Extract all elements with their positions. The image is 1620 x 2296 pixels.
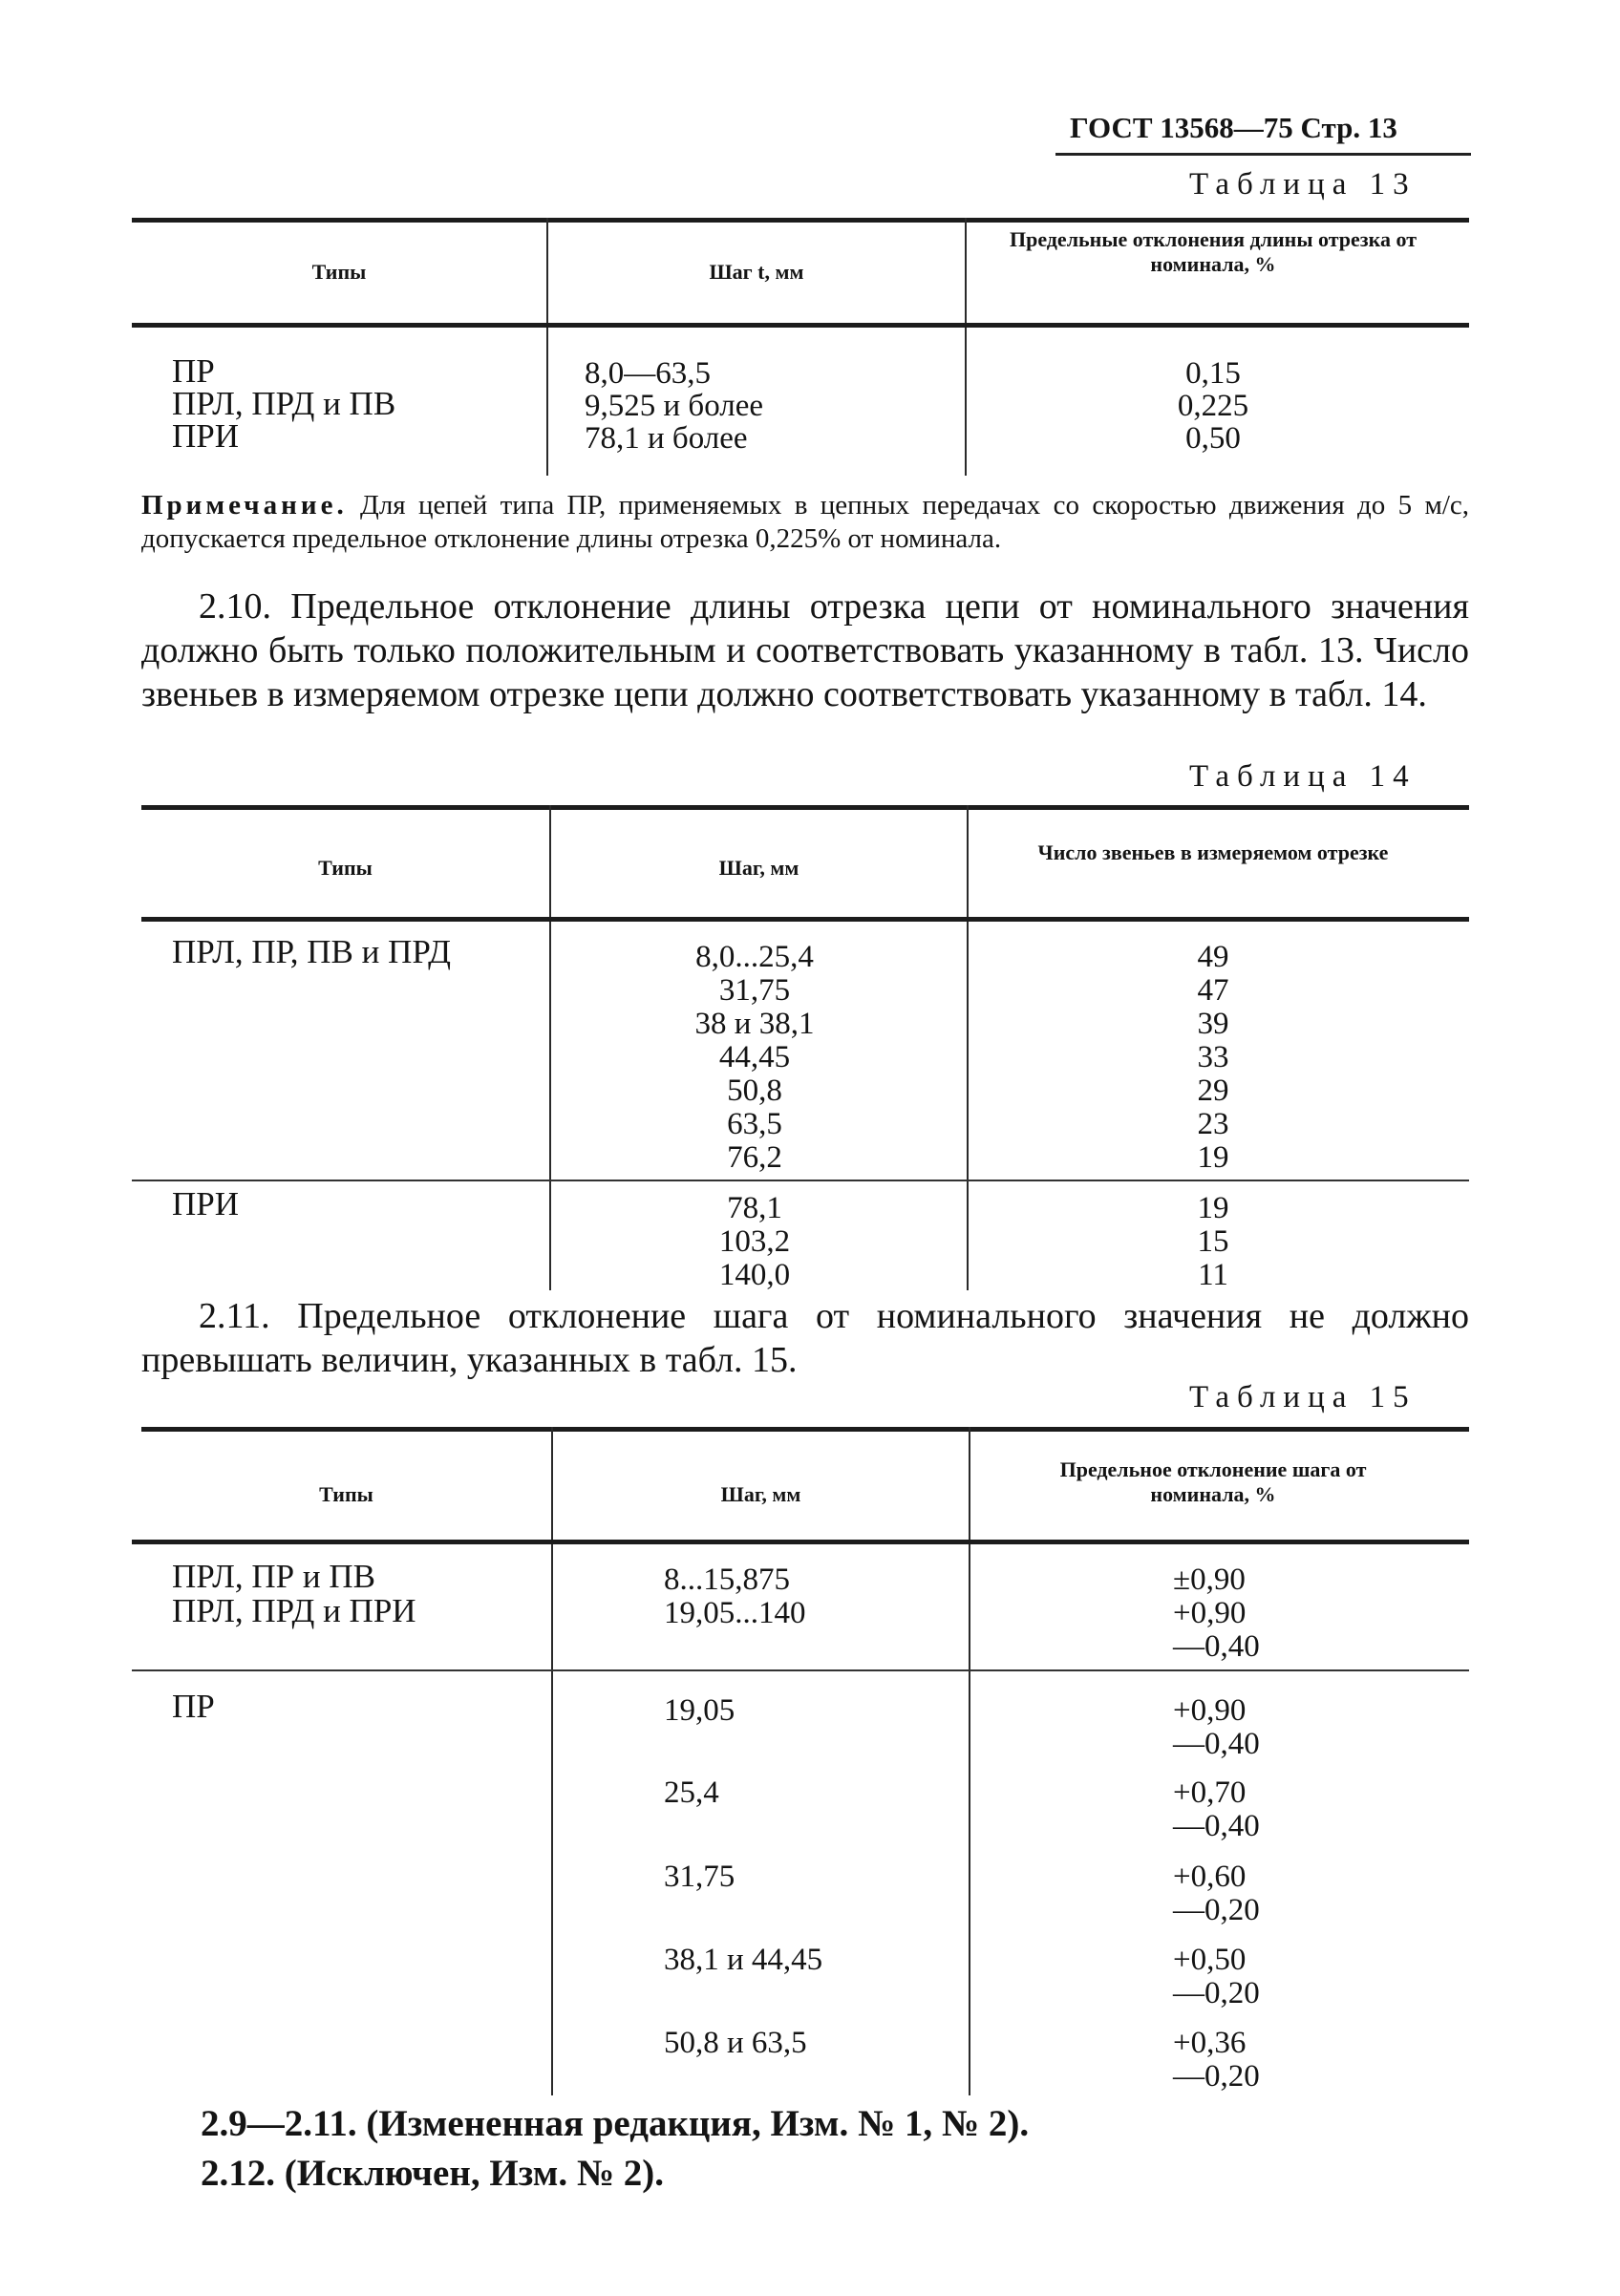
table14-col-divider-2 bbox=[967, 805, 969, 1290]
table15-value: +0,70 bbox=[1173, 1775, 1247, 1810]
table14-group-type: ПРЛ, ПР, ПВ и ПРД bbox=[172, 933, 452, 970]
table15-value: +0,90 bbox=[1173, 1596, 1247, 1630]
table14-count: 19 bbox=[1197, 1140, 1229, 1175]
table13-row-step: 8,0—63,5 bbox=[585, 356, 711, 391]
table15-step: 50,8 и 63,5 bbox=[664, 2026, 807, 2060]
table14-step: 63,5 bbox=[727, 1107, 782, 1141]
table13-row-type: ПР bbox=[172, 352, 215, 390]
table13-row-type: ПРЛ, ПРД и ПВ bbox=[172, 385, 396, 422]
paragraph-2-11-text: 2.11. Предельное отклонение шага от номинального значения не должно превышать величин, указанных в табл. 15. bbox=[141, 1296, 1469, 1380]
table15-caption: Таблица 15 bbox=[1189, 1380, 1417, 1414]
table13-row-step: 78,1 и более bbox=[585, 421, 748, 456]
table15-value: ±0,90 bbox=[1173, 1563, 1246, 1597]
table14-count: 29 bbox=[1197, 1074, 1229, 1108]
table13-row-type: ПРИ bbox=[172, 417, 240, 455]
paragraph-2-10 bbox=[141, 585, 1469, 716]
paragraph-2-10-text: 2.10. Предельное отклонение длины отрезка цепи от номинального значения должно быть только положительным и соответствовать указанному в табл. 13. Число звеньев в измеряемом отрезке цепи должно соответствовать указанному в табл. 14. bbox=[141, 586, 1469, 714]
table14-header-step: Шаг, мм bbox=[718, 856, 799, 880]
table15-value: +0,60 bbox=[1173, 1860, 1247, 1894]
amendment-line: 2.9—2.11. (Измененная редакция, Изм. № 1, № 2). bbox=[201, 2103, 1030, 2144]
table14-count: 23 bbox=[1197, 1107, 1229, 1141]
table14-count: 15 bbox=[1197, 1224, 1229, 1259]
note-paragraph bbox=[141, 489, 1469, 556]
table14-count: 49 bbox=[1197, 940, 1229, 974]
table14-header-types: Типы bbox=[318, 856, 373, 880]
table15-step: 25,4 bbox=[664, 1775, 719, 1810]
table15-header-types: Типы bbox=[319, 1482, 373, 1506]
note-label: Примечание. bbox=[141, 490, 348, 521]
table15-step: 8...15,875 bbox=[664, 1563, 790, 1597]
table14-count: 33 bbox=[1197, 1040, 1229, 1074]
table14-count: 47 bbox=[1197, 973, 1229, 1008]
table14-count: 11 bbox=[1198, 1258, 1228, 1292]
table13-col-divider-2 bbox=[965, 218, 967, 476]
table13-header-deviation: Предельные отклонения длины отрезка от номинала, % bbox=[1009, 227, 1418, 276]
table14-step: 31,75 bbox=[718, 973, 791, 1008]
table15-value: +0,50 bbox=[1173, 1943, 1247, 1977]
table15-value: —0,20 bbox=[1173, 1976, 1260, 2010]
table14-top-rule bbox=[141, 805, 1469, 810]
table14-group-rule bbox=[132, 1180, 1469, 1181]
table14-step: 38 и 38,1 bbox=[694, 1007, 815, 1041]
table15-group-type: ПРЛ, ПРД и ПРИ bbox=[172, 1592, 416, 1629]
excluded-line: 2.12. (Исключен, Изм. № 2). bbox=[201, 2153, 665, 2194]
table15-header-rule bbox=[132, 1540, 1469, 1544]
table15-group-rule bbox=[132, 1669, 1469, 1671]
table13-row-value: 0,50 bbox=[1185, 421, 1241, 456]
table15-group-type: ПРЛ, ПР и ПВ bbox=[172, 1558, 375, 1595]
table14-step: 140,0 bbox=[718, 1258, 791, 1292]
paragraph-2-11 bbox=[141, 1294, 1469, 1382]
table13-header-step: Шаг t, мм bbox=[709, 260, 804, 284]
table15-value: +0,90 bbox=[1173, 1693, 1247, 1728]
table13-caption: Таблица 13 bbox=[1189, 167, 1417, 202]
table15-col-divider-2 bbox=[969, 1427, 970, 2095]
table15-value: +0,36 bbox=[1173, 2026, 1247, 2060]
table14-step: 103,2 bbox=[718, 1224, 791, 1259]
table15-col-divider-1 bbox=[551, 1427, 553, 2095]
table15-group-type: ПР bbox=[172, 1688, 215, 1725]
table14-count: 39 bbox=[1197, 1007, 1229, 1041]
table14-count: 19 bbox=[1197, 1191, 1229, 1225]
table15-header-step: Шаг, мм bbox=[720, 1482, 801, 1506]
table15-value: —0,40 bbox=[1173, 1809, 1260, 1843]
table13-row-value: 0,15 bbox=[1185, 356, 1241, 391]
table13-top-rule bbox=[132, 218, 1469, 223]
table13-col-divider-1 bbox=[546, 218, 548, 476]
table13-header-rule bbox=[132, 323, 1469, 328]
table13-header-types: Типы bbox=[311, 260, 367, 284]
table14-step: 50,8 bbox=[727, 1074, 782, 1108]
table15-step: 19,05 bbox=[664, 1693, 735, 1728]
table14-header-rule bbox=[141, 917, 1469, 922]
table15-value: —0,40 bbox=[1173, 1727, 1260, 1761]
table14-group-type: ПРИ bbox=[172, 1185, 240, 1222]
table14-step: 8,0...25,4 bbox=[695, 940, 814, 974]
table13-row-step: 9,525 и более bbox=[585, 389, 764, 423]
header-rule bbox=[1055, 153, 1471, 156]
table15-top-rule bbox=[141, 1427, 1469, 1432]
table14-step: 78,1 bbox=[727, 1191, 782, 1225]
note-text: Для цепей типа ПР, применяемых в цепных передачах со скоростью движения до 5 м/с, допускается предельное отклонение длины отрезка 0,225% от номинала. bbox=[141, 490, 1469, 554]
table13-row-value: 0,225 bbox=[1177, 389, 1249, 423]
table15-value: —0,40 bbox=[1173, 1629, 1260, 1664]
table15-step: 38,1 и 44,45 bbox=[664, 1943, 823, 1977]
table14-caption: Таблица 14 bbox=[1189, 759, 1417, 794]
table14-step: 76,2 bbox=[727, 1140, 782, 1175]
table15-value: —0,20 bbox=[1173, 1893, 1260, 1927]
table14-step: 44,45 bbox=[718, 1040, 791, 1074]
table15-step: 31,75 bbox=[664, 1860, 735, 1894]
table14-header-count: Число звеньев в измеряемом отрезке bbox=[1037, 840, 1389, 864]
table15-step: 19,05...140 bbox=[664, 1596, 806, 1630]
page-header: ГОСТ 13568—75 Стр. 13 bbox=[1070, 111, 1397, 144]
table15-header-deviation: Предельное отклонение шага от номинала, % bbox=[1059, 1457, 1367, 1506]
table15-value: —0,20 bbox=[1173, 2059, 1260, 2094]
